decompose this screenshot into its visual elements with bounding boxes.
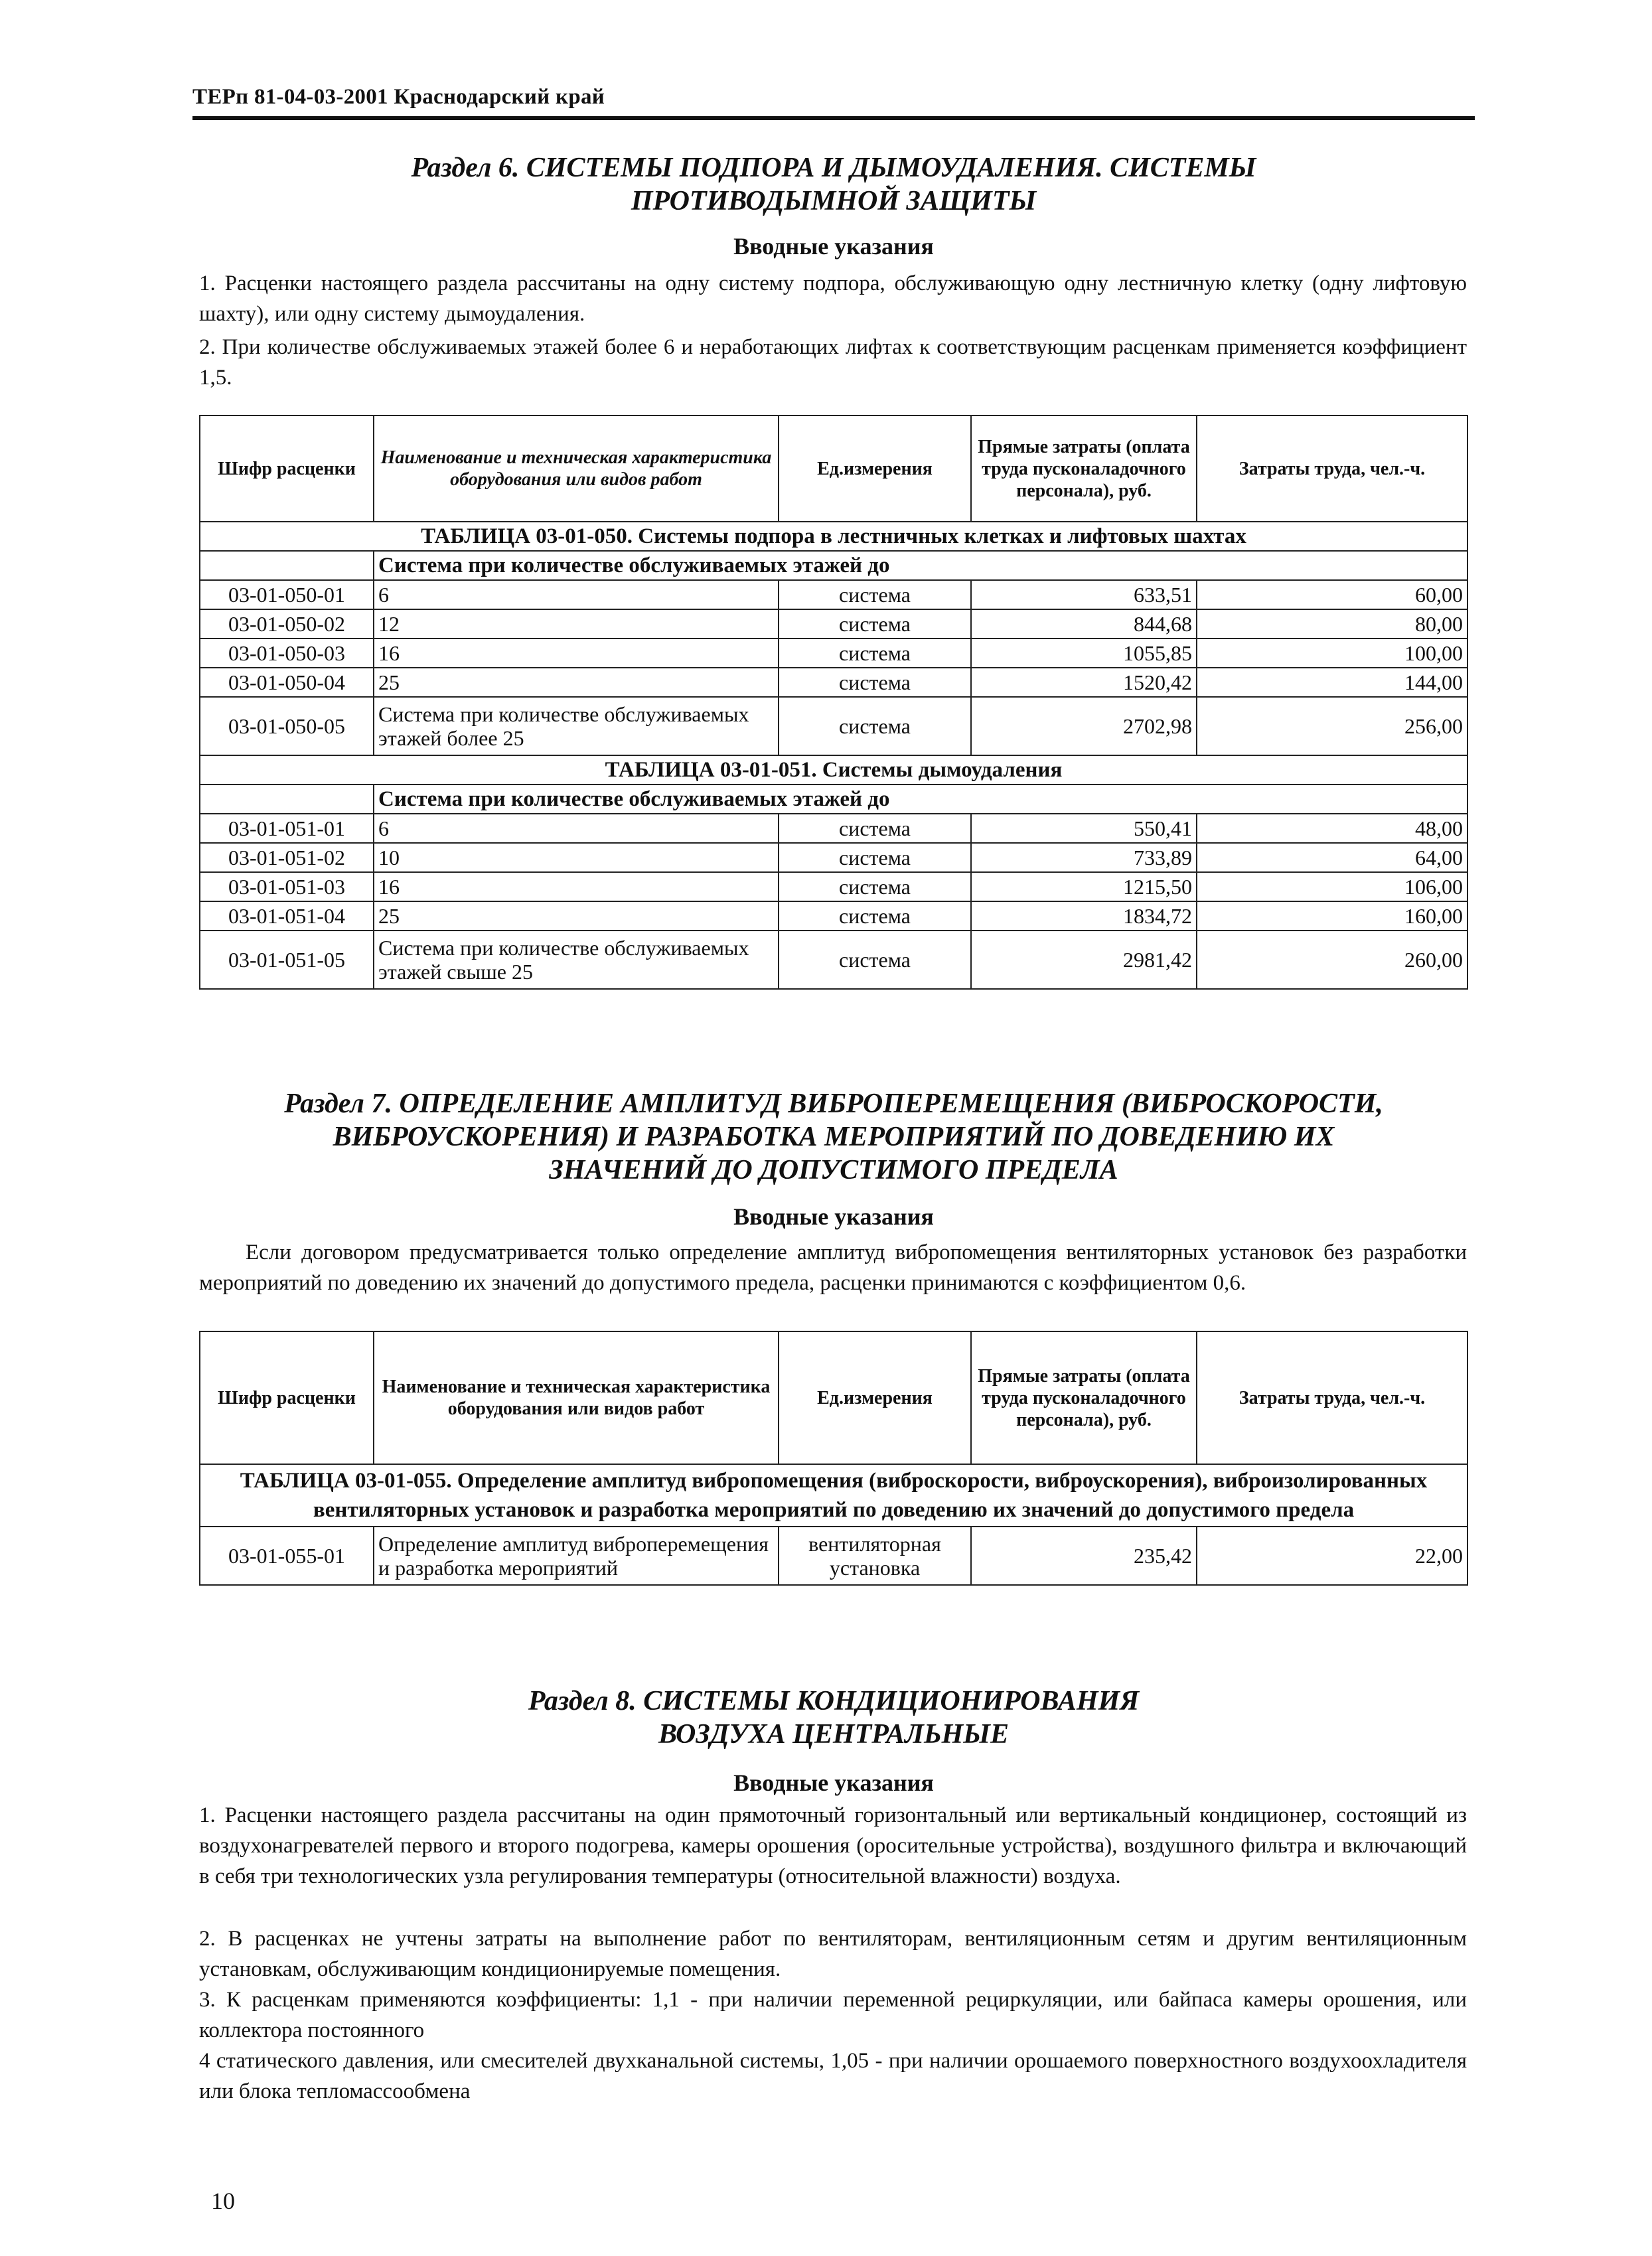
rate-cost: 1834,72 xyxy=(971,901,1197,931)
rate-cost: 2702,98 xyxy=(971,697,1197,755)
empty-cell xyxy=(200,785,374,814)
table-subcaption-050: Система при количестве обслуживаемых этажей до xyxy=(374,551,1467,580)
col-header-cost: Прямые затраты (оплата труда пусконаладочного персонала), руб. xyxy=(971,1331,1197,1464)
rate-labor: 48,00 xyxy=(1197,814,1467,843)
rate-unit: система xyxy=(779,668,971,697)
rate-cost: 1520,42 xyxy=(971,668,1197,697)
rate-labor: 22,00 xyxy=(1197,1527,1467,1585)
table-row xyxy=(200,931,1467,989)
rate-code: 03-01-055-01 xyxy=(200,1527,374,1585)
rate-name: 16 xyxy=(374,639,779,668)
col-header-code: Шифр расценки xyxy=(200,1331,374,1464)
rate-code: 03-01-051-04 xyxy=(200,901,374,931)
rate-unit: система xyxy=(779,697,971,755)
table-row xyxy=(200,639,1467,668)
section8-intro-heading: Вводные указания xyxy=(733,1769,934,1796)
rate-cost: 550,41 xyxy=(971,814,1197,843)
rate-name: 12 xyxy=(374,609,779,639)
section6-paragraph-1: 1. Расценки настоящего раздела рассчитаны на одну систему подпора, обслуживающую одну лестничную клетку (одну лифтовую шахту), или одну систему дымоудаления. xyxy=(199,271,1467,326)
col-header-cost: Прямые затраты (оплата труда пусконаладочного персонала), руб. xyxy=(971,415,1197,522)
section6-intro-heading: Вводные указания xyxy=(733,233,934,260)
rate-labor: 144,00 xyxy=(1197,668,1467,697)
table-row xyxy=(200,872,1467,901)
rate-cost: 633,51 xyxy=(971,580,1197,609)
rate-code: 03-01-051-05 xyxy=(200,931,374,989)
table-row xyxy=(200,814,1467,843)
rate-cost: 235,42 xyxy=(971,1527,1197,1585)
rate-code: 03-01-050-02 xyxy=(200,609,374,639)
table-row xyxy=(200,609,1467,639)
rate-code: 03-01-051-01 xyxy=(200,814,374,843)
rate-name: Система при количестве обслуживаемых этажей более 25 xyxy=(374,697,779,755)
col-header-unit: Ед.измерения xyxy=(779,415,971,522)
table-row xyxy=(200,1527,1467,1585)
rate-code: 03-01-050-01 xyxy=(200,580,374,609)
section8-paragraph-2: 2. В расценках не учтены затраты на выполнение работ по вентиляторам, вентиляционным сетям и другим вентиляционным установкам, обслуживающим кондиционируемые помещения. xyxy=(199,1927,1467,1981)
rate-labor: 256,00 xyxy=(1197,697,1467,755)
rate-labor: 100,00 xyxy=(1197,639,1467,668)
rate-unit: система xyxy=(779,872,971,901)
table-caption-051: ТАБЛИЦА 03-01-051. Системы дымоудаления xyxy=(200,755,1467,785)
rates-table-1 xyxy=(199,415,1468,990)
rate-unit: система xyxy=(779,931,971,989)
rate-code: 03-01-051-03 xyxy=(200,872,374,901)
section8-title-line1: Раздел 8. СИСТЕМЫ КОНДИЦИОНИРОВАНИЯ xyxy=(528,1686,1140,1716)
table-row xyxy=(200,580,1467,609)
rate-cost: 844,68 xyxy=(971,609,1197,639)
table-subcaption-051: Система при количестве обслуживаемых этажей до xyxy=(374,785,1467,814)
rate-name: Определение амплитуд виброперемещения и разработка мероприятий xyxy=(374,1527,779,1585)
rate-labor: 260,00 xyxy=(1197,931,1467,989)
section8-paragraph-4: 4 статического давления, или смесителей двухканальной системы, 1,05 - при наличии орошаемого поверхностного воздухоохладителя или блока тепломассообмена xyxy=(199,2049,1467,2103)
col-header-labor: Затраты труда, чел.-ч. xyxy=(1197,1331,1467,1464)
rate-name: 16 xyxy=(374,872,779,901)
rate-labor: 160,00 xyxy=(1197,901,1467,931)
rate-unit: система xyxy=(779,609,971,639)
rate-cost: 2981,42 xyxy=(971,931,1197,989)
section7-title-line3: ЗНАЧЕНИЙ ДО ДОПУСТИМОГО ПРЕДЕЛА xyxy=(549,1155,1118,1185)
rate-name: 6 xyxy=(374,580,779,609)
section7-title xyxy=(192,1087,1475,1187)
col-header-code: Шифр расценки xyxy=(200,415,374,522)
rate-name: 6 xyxy=(374,814,779,843)
section8-paragraph-3: 3. К расценкам применяются коэффициенты: 1,1 - при наличии переменной рециркуляции, или байпаса камеры орошения, или коллектора постоянного xyxy=(199,1988,1467,2042)
rate-unit: система xyxy=(779,580,971,609)
rate-unit: система xyxy=(779,814,971,843)
section6-title xyxy=(192,151,1475,218)
section8-paragraph-1: 1. Расценки настоящего раздела рассчитаны на один прямоточный горизонтальный или вертикальный кондиционер, состоящий из воздухонагревателей первого и второго подогрева, камеры орошения (оросительные устройства), воздушного фильтра и включающий в себя три технологических узла регулирования температуры (относительной влажности) воздуха. xyxy=(199,1803,1467,1888)
section6-title-line1: Раздел 6. СИСТЕМЫ ПОДПОРА И ДЫМОУДАЛЕНИЯ. СИСТЕМЫ xyxy=(411,153,1256,183)
rate-labor: 80,00 xyxy=(1197,609,1467,639)
col-header-unit: Ед.измерения xyxy=(779,1331,971,1464)
table-row xyxy=(200,843,1467,872)
rate-labor: 106,00 xyxy=(1197,872,1467,901)
page-number: 10 xyxy=(211,2188,235,2214)
rate-cost: 1055,85 xyxy=(971,639,1197,668)
section7-title-line2: ВИБРОУСКОРЕНИЯ) И РАЗРАБОТКА МЕРОПРИЯТИЙ ПО ДОВЕДЕНИЮ ИХ xyxy=(333,1122,1335,1152)
rate-cost: 1215,50 xyxy=(971,872,1197,901)
rate-code: 03-01-050-04 xyxy=(200,668,374,697)
table-caption-055: ТАБЛИЦА 03-01-055. Определение амплитуд вибропомещения (виброскорости, виброускорения), виброизолированных вентиляторных установок и разработка мероприятий по доведению их значений до допустимого предела xyxy=(200,1464,1467,1527)
rate-code: 03-01-050-05 xyxy=(200,697,374,755)
section7-title-line1: Раздел 7. ОПРЕДЕЛЕНИЕ АМПЛИТУД ВИБРОПЕРЕМЕЩЕНИЯ (ВИБРОСКОРОСТИ, xyxy=(284,1089,1383,1119)
table-row xyxy=(200,668,1467,697)
rate-unit: система xyxy=(779,639,971,668)
rate-cost: 733,89 xyxy=(971,843,1197,872)
rate-unit: система xyxy=(779,843,971,872)
table-row xyxy=(200,901,1467,931)
section7-paragraph-1: Если договором предусматривается только определение амплитуд вибропомещения вентиляторных установок без разработки мероприятий по доведению их значений до допустимого предела, расценки принимаются с коэффициентом 0,6. xyxy=(199,1241,1467,1295)
rate-name: 10 xyxy=(374,843,779,872)
table-row xyxy=(200,697,1467,755)
rate-labor: 64,00 xyxy=(1197,843,1467,872)
col-header-labor: Затраты труда, чел.-ч. xyxy=(1197,415,1467,522)
col-header-name: Наименование и техническая характеристика оборудования или видов работ xyxy=(374,1331,779,1464)
section8-title-line2: ВОЗДУХА ЦЕНТРАЛЬНЫЕ xyxy=(658,1719,1009,1750)
section6-paragraph-2: 2. При количестве обслуживаемых этажей более 6 и неработающих лифтах к соответствующим расценкам применяется коэффициент 1,5. xyxy=(199,335,1467,390)
rate-name: 25 xyxy=(374,901,779,931)
header-rule xyxy=(192,116,1475,120)
rate-name: Система при количестве обслуживаемых этажей свыше 25 xyxy=(374,931,779,989)
rate-unit: вентиляторная установка xyxy=(779,1527,971,1585)
section8-title xyxy=(192,1685,1475,1751)
rates-table-2 xyxy=(199,1331,1468,1586)
section7-intro-heading: Вводные указания xyxy=(733,1203,934,1230)
running-header: ТЕРп 81-04-03-2001 Краснодарский край xyxy=(192,85,605,109)
section6-title-line2: ПРОТИВОДЫМНОЙ ЗАЩИТЫ xyxy=(631,186,1037,216)
rate-code: 03-01-051-02 xyxy=(200,843,374,872)
col-header-name: Наименование и техническая характеристика оборудования или видов работ xyxy=(374,415,779,522)
rate-unit: система xyxy=(779,901,971,931)
rate-labor: 60,00 xyxy=(1197,580,1467,609)
rate-name: 25 xyxy=(374,668,779,697)
rate-code: 03-01-050-03 xyxy=(200,639,374,668)
table-caption-050: ТАБЛИЦА 03-01-050. Системы подпора в лестничных клетках и лифтовых шахтах xyxy=(200,522,1467,551)
